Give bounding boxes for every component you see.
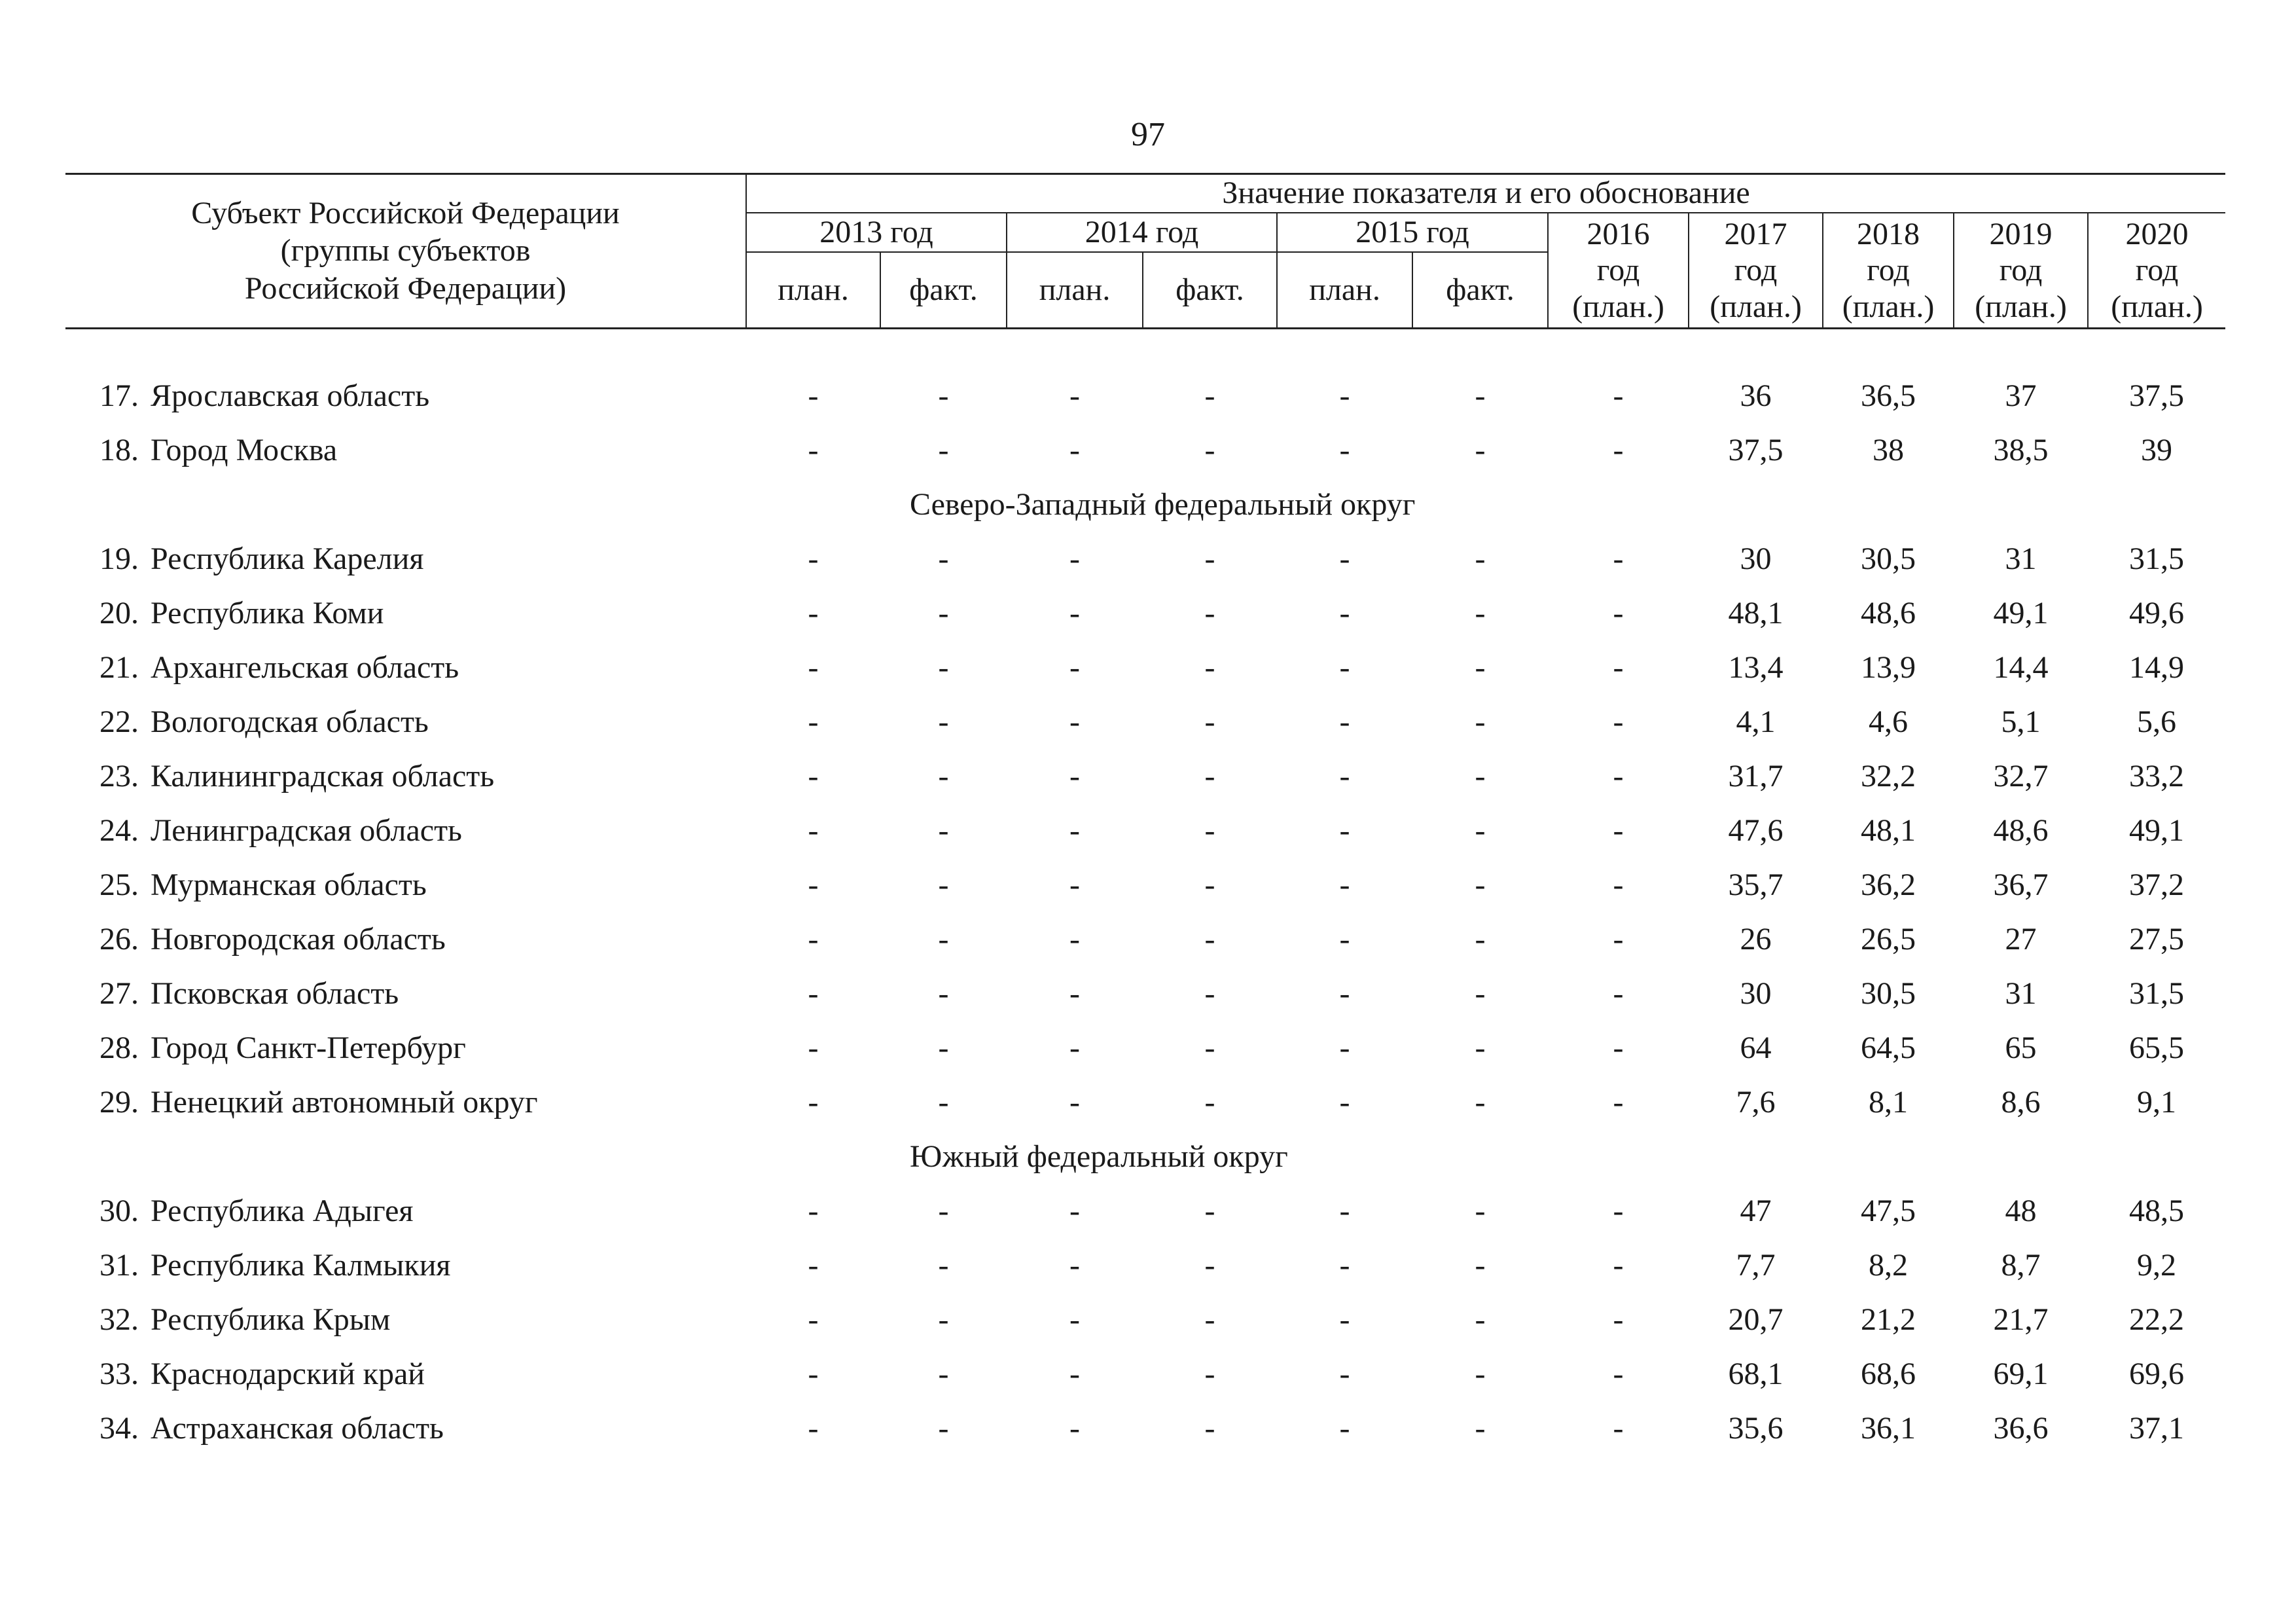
- row-number: 27.: [99, 976, 139, 1011]
- district-name: Северо-Западный федеральный округ: [910, 486, 1416, 522]
- value-cell: -: [808, 704, 819, 739]
- value-cell: -: [1475, 1247, 1486, 1283]
- year-header-2014: 2014 год: [1007, 213, 1277, 252]
- value-cell: -: [938, 1356, 949, 1391]
- subject-header: [65, 174, 746, 329]
- value-cell: -: [808, 1084, 819, 1120]
- value-cell: -: [1339, 649, 1350, 685]
- value-cell: -: [938, 921, 949, 957]
- value-cell: -: [1204, 1356, 1215, 1391]
- value-cell: 27,5: [2129, 921, 2185, 957]
- subject-header-line: Субъект Российской Федерации: [191, 195, 620, 230]
- table-row: [65, 532, 2225, 586]
- value-cell: -: [808, 541, 819, 576]
- value-cell: 4,1: [1736, 704, 1776, 739]
- value-cell: -: [1069, 1030, 1080, 1065]
- value-cell: -: [1475, 1356, 1486, 1391]
- value-cell: -: [808, 1030, 819, 1065]
- value-cell: 13,9: [1861, 649, 1916, 685]
- value-title-header: Значение показателя и его обоснование: [746, 174, 2225, 213]
- value-cell: -: [1339, 1410, 1350, 1446]
- value-cell: -: [1613, 921, 1624, 957]
- table-row: [65, 803, 2225, 858]
- value-cell: -: [1475, 649, 1486, 685]
- value-cell: -: [1339, 921, 1350, 957]
- value-cell: 49,1: [1993, 595, 2049, 630]
- table-row: [65, 640, 2225, 695]
- subject-name: Мурманская область: [151, 867, 427, 902]
- value-cell: 21,2: [1861, 1302, 1916, 1337]
- year-word: год: [1734, 253, 1778, 288]
- value-cell: -: [938, 649, 949, 685]
- table-row: [65, 423, 2225, 477]
- year-plan: (план.): [2111, 289, 2203, 324]
- value-cell: -: [938, 432, 949, 467]
- value-cell: 14,9: [2129, 649, 2185, 685]
- value-cell: -: [1475, 432, 1486, 467]
- value-cell: -: [938, 812, 949, 848]
- value-cell: -: [1613, 812, 1624, 848]
- row-number: 20.: [99, 595, 139, 630]
- value-cell: -: [1069, 1302, 1080, 1337]
- value-cell: -: [1339, 976, 1350, 1011]
- value-cell: -: [1475, 1084, 1486, 1120]
- row-number: 24.: [99, 812, 139, 848]
- table-row: [65, 369, 2225, 423]
- value-cell: -: [1613, 1247, 1624, 1283]
- value-cell: -: [1339, 1302, 1350, 1337]
- value-cell: 8,2: [1869, 1247, 1909, 1283]
- value-cell: -: [1069, 921, 1080, 957]
- value-cell: -: [1339, 378, 1350, 413]
- subject-name: Псковская область: [151, 976, 399, 1011]
- value-cell: 48: [2005, 1193, 2037, 1228]
- value-cell: -: [1339, 1030, 1350, 1065]
- value-cell: 48,5: [2129, 1193, 2185, 1228]
- subject-name: Архангельская область: [151, 649, 459, 685]
- value-cell: 48,1: [1861, 812, 1916, 848]
- value-cell: -: [1613, 378, 1624, 413]
- value-cell: 48,1: [1728, 595, 1784, 630]
- value-cell: -: [1204, 1302, 1215, 1337]
- sub-header-plan: план.: [746, 252, 880, 329]
- value-cell: 9,2: [2137, 1247, 2177, 1283]
- table-row: [65, 586, 2225, 640]
- row-number: 28.: [99, 1030, 139, 1065]
- value-cell: -: [1069, 867, 1080, 902]
- row-number: 19.: [99, 541, 139, 576]
- value-cell: -: [938, 378, 949, 413]
- value-cell: 37,2: [2129, 867, 2185, 902]
- value-cell: 32,7: [1993, 758, 2049, 793]
- value-cell: 20,7: [1728, 1302, 1784, 1337]
- value-cell: -: [1613, 976, 1624, 1011]
- value-cell: -: [1475, 976, 1486, 1011]
- year-header-2020: [2088, 213, 2225, 329]
- value-cell: -: [808, 812, 819, 848]
- value-cell: 36,6: [1993, 1410, 2049, 1446]
- value-cell: 31: [2005, 976, 2037, 1011]
- subject-name: Город Санкт-Петербург: [151, 1030, 466, 1065]
- row-number: 18.: [99, 432, 139, 467]
- value-cell: -: [1069, 432, 1080, 467]
- value-cell: -: [1613, 432, 1624, 467]
- value-cell: 7,7: [1736, 1247, 1776, 1283]
- value-cell: 37,5: [1728, 432, 1784, 467]
- page-number: 97: [1131, 116, 1165, 153]
- value-cell: -: [1069, 812, 1080, 848]
- district-name: Южный федеральный округ: [910, 1139, 1288, 1174]
- value-cell: -: [1204, 704, 1215, 739]
- value-cell: 30,5: [1861, 976, 1916, 1011]
- table-row: [65, 966, 2225, 1021]
- year-number: 2020: [2125, 217, 2189, 252]
- subject-name: Краснодарский край: [151, 1356, 425, 1391]
- year-word: год: [1596, 253, 1640, 288]
- value-cell: -: [808, 378, 819, 413]
- subject-header-line: (группы субъектов: [280, 233, 531, 268]
- value-cell: -: [1339, 1247, 1350, 1283]
- value-cell: -: [938, 1084, 949, 1120]
- value-cell: -: [1339, 595, 1350, 630]
- value-cell: -: [1475, 1302, 1486, 1337]
- value-cell: -: [808, 595, 819, 630]
- value-cell: -: [808, 921, 819, 957]
- sub-header-fact: факт.: [1143, 252, 1277, 329]
- year-header-2017: [1689, 213, 1823, 329]
- value-cell: 14,4: [1993, 649, 2049, 685]
- value-cell: 5,1: [2001, 704, 2041, 739]
- table-row: [65, 1238, 2225, 1292]
- value-cell: -: [1475, 921, 1486, 957]
- year-header-2016: [1548, 213, 1689, 329]
- subject-header-line: Российской Федерации): [244, 270, 567, 306]
- subject-name: Новгородская область: [151, 921, 446, 957]
- year-header-2018: [1823, 213, 1954, 329]
- value-cell: -: [1204, 1247, 1215, 1283]
- value-cell: -: [1613, 541, 1624, 576]
- value-cell: -: [808, 867, 819, 902]
- value-cell: 35,6: [1728, 1410, 1784, 1446]
- row-number: 21.: [99, 649, 139, 685]
- table-row: [65, 858, 2225, 912]
- value-cell: -: [808, 1356, 819, 1391]
- year-number: 2018: [1857, 217, 1920, 252]
- subject-name: Вологодская область: [151, 704, 429, 739]
- table-row: [65, 1184, 2225, 1238]
- value-cell: 31: [2005, 541, 2037, 576]
- value-cell: 37,5: [2129, 378, 2185, 413]
- value-cell: 47: [1740, 1193, 1772, 1228]
- value-cell: -: [938, 1193, 949, 1228]
- row-number: 29.: [99, 1084, 139, 1120]
- subject-name: Город Москва: [151, 432, 338, 467]
- value-cell: 65: [2005, 1030, 2037, 1065]
- subject-name: Республика Адыгея: [151, 1193, 414, 1228]
- year-word: год: [1867, 253, 1910, 288]
- value-cell: -: [1339, 867, 1350, 902]
- value-cell: -: [1204, 921, 1215, 957]
- row-number: 34.: [99, 1410, 139, 1446]
- value-cell: -: [1475, 758, 1486, 793]
- value-cell: -: [808, 1193, 819, 1228]
- value-cell: 48,6: [1861, 595, 1916, 630]
- value-cell: -: [1204, 595, 1215, 630]
- value-cell: -: [1204, 976, 1215, 1011]
- row-number: 26.: [99, 921, 139, 957]
- value-cell: -: [938, 1247, 949, 1283]
- year-number: 2017: [1724, 217, 1787, 252]
- value-cell: -: [1613, 595, 1624, 630]
- value-cell: -: [1613, 1193, 1624, 1228]
- indicator-table: [65, 174, 2225, 1455]
- value-cell: 31,5: [2129, 541, 2185, 576]
- value-cell: -: [1069, 1084, 1080, 1120]
- table-row: [65, 1347, 2225, 1401]
- value-cell: -: [938, 976, 949, 1011]
- value-cell: 64: [1740, 1030, 1772, 1065]
- value-cell: -: [938, 595, 949, 630]
- value-cell: -: [1613, 649, 1624, 685]
- value-cell: -: [1339, 1193, 1350, 1228]
- value-cell: 4,6: [1869, 704, 1909, 739]
- value-cell: -: [1339, 704, 1350, 739]
- value-cell: -: [938, 541, 949, 576]
- table-row: [65, 1021, 2225, 1075]
- value-cell: -: [1204, 812, 1215, 848]
- row-number: 23.: [99, 758, 139, 793]
- value-cell: -: [1069, 1247, 1080, 1283]
- value-cell: 69,6: [2129, 1356, 2185, 1391]
- value-cell: -: [1069, 541, 1080, 576]
- value-cell: -: [1475, 704, 1486, 739]
- year-plan: (план.): [1842, 289, 1935, 324]
- value-cell: -: [938, 1410, 949, 1446]
- value-cell: 27: [2005, 921, 2037, 957]
- value-cell: -: [808, 976, 819, 1011]
- value-cell: -: [1204, 432, 1215, 467]
- year-number: 2019: [1989, 217, 2053, 252]
- value-cell: 49,1: [2129, 812, 2185, 848]
- value-cell: -: [1069, 704, 1080, 739]
- subject-name: Астраханская область: [151, 1410, 444, 1446]
- value-cell: -: [1204, 1410, 1215, 1446]
- value-cell: -: [1475, 378, 1486, 413]
- value-cell: -: [1204, 541, 1215, 576]
- value-cell: 36,7: [1993, 867, 2049, 902]
- value-cell: -: [938, 867, 949, 902]
- value-cell: -: [1204, 1193, 1215, 1228]
- value-cell: -: [1069, 758, 1080, 793]
- table-header: [65, 174, 2225, 329]
- value-cell: 69,1: [1993, 1356, 2049, 1391]
- value-cell: -: [1204, 378, 1215, 413]
- value-cell: 31,7: [1728, 758, 1784, 793]
- value-cell: -: [808, 1410, 819, 1446]
- value-cell: 64,5: [1861, 1030, 1916, 1065]
- value-cell: -: [808, 1247, 819, 1283]
- value-cell: 26,5: [1861, 921, 1916, 957]
- value-cell: -: [1475, 812, 1486, 848]
- subject-name: Республика Коми: [151, 595, 384, 630]
- sub-header-plan: план.: [1007, 252, 1143, 329]
- year-plan: (план.): [1572, 289, 1664, 324]
- table-body: [65, 329, 2225, 1456]
- value-cell: -: [938, 1302, 949, 1337]
- value-cell: 49,6: [2129, 595, 2185, 630]
- value-cell: -: [1339, 1084, 1350, 1120]
- value-cell: -: [1069, 595, 1080, 630]
- value-cell: -: [1204, 867, 1215, 902]
- value-cell: 30,5: [1861, 541, 1916, 576]
- value-cell: 65,5: [2129, 1030, 2185, 1065]
- value-cell: -: [1475, 1030, 1486, 1065]
- row-number: 17.: [99, 378, 139, 413]
- value-cell: -: [1069, 1356, 1080, 1391]
- value-cell: -: [1613, 1302, 1624, 1337]
- value-cell: -: [1069, 378, 1080, 413]
- subject-name: Ленинградская область: [151, 812, 462, 848]
- district-row: [65, 1129, 2225, 1184]
- value-cell: -: [1069, 1410, 1080, 1446]
- value-cell: -: [808, 758, 819, 793]
- value-cell: -: [1613, 1410, 1624, 1446]
- value-cell: 8,7: [2001, 1247, 2041, 1283]
- table-row: [65, 1075, 2225, 1129]
- year-word: год: [2135, 253, 2179, 288]
- value-cell: -: [1613, 1356, 1624, 1391]
- value-cell: 68,6: [1861, 1356, 1916, 1391]
- value-cell: 36,2: [1861, 867, 1916, 902]
- value-cell: 30: [1740, 976, 1772, 1011]
- value-cell: 7,6: [1736, 1084, 1776, 1120]
- value-cell: 21,7: [1993, 1302, 2049, 1337]
- value-cell: 38,5: [1993, 432, 2049, 467]
- sub-header-fact: факт.: [880, 252, 1007, 329]
- value-cell: -: [1204, 758, 1215, 793]
- value-cell: -: [1339, 1356, 1350, 1391]
- year-header-2013: 2013 год: [746, 213, 1007, 252]
- year-word: год: [1999, 253, 2043, 288]
- value-cell: -: [1339, 758, 1350, 793]
- value-cell: 48,6: [1993, 812, 2049, 848]
- row-number: 32.: [99, 1302, 139, 1337]
- value-cell: -: [1204, 1084, 1215, 1120]
- year-header-2019: [1954, 213, 2088, 329]
- value-cell: 47,5: [1861, 1193, 1916, 1228]
- table-row: [65, 749, 2225, 803]
- value-cell: -: [1339, 541, 1350, 576]
- value-cell: 39: [2141, 432, 2173, 467]
- value-cell: -: [938, 1030, 949, 1065]
- value-cell: -: [1613, 758, 1624, 793]
- value-cell: -: [1475, 541, 1486, 576]
- row-number: 25.: [99, 867, 139, 902]
- value-cell: -: [1475, 595, 1486, 630]
- year-header-2015: 2015 год: [1277, 213, 1548, 252]
- value-cell: -: [1475, 1193, 1486, 1228]
- value-cell: 22,2: [2129, 1302, 2185, 1337]
- value-cell: -: [1475, 1410, 1486, 1446]
- value-cell: -: [808, 649, 819, 685]
- value-cell: 35,7: [1728, 867, 1784, 902]
- value-cell: -: [1069, 1193, 1080, 1228]
- subject-name: Республика Карелия: [151, 541, 424, 576]
- table-row: [65, 1401, 2225, 1455]
- value-cell: 8,6: [2001, 1084, 2041, 1120]
- value-cell: 36,5: [1861, 378, 1916, 413]
- value-cell: 38: [1873, 432, 1905, 467]
- table-row: [65, 912, 2225, 966]
- row-number: 31.: [99, 1247, 139, 1283]
- row-number: 22.: [99, 704, 139, 739]
- subject-name: Ярославская область: [151, 378, 430, 413]
- value-cell: 36: [1740, 378, 1772, 413]
- value-cell: -: [938, 758, 949, 793]
- value-cell: -: [1069, 649, 1080, 685]
- value-cell: -: [1204, 1030, 1215, 1065]
- year-plan: (план.): [1975, 289, 2067, 324]
- value-cell: 33,2: [2129, 758, 2185, 793]
- value-cell: 37: [2005, 378, 2037, 413]
- value-cell: -: [808, 1302, 819, 1337]
- table-row: [65, 695, 2225, 749]
- sub-header-plan: план.: [1277, 252, 1412, 329]
- sub-header-fact: факт.: [1412, 252, 1548, 329]
- value-cell: -: [1613, 704, 1624, 739]
- value-cell: -: [1339, 812, 1350, 848]
- value-cell: 30: [1740, 541, 1772, 576]
- value-cell: -: [1613, 1084, 1624, 1120]
- row-number: 33.: [99, 1356, 139, 1391]
- value-cell: 37,1: [2129, 1410, 2185, 1446]
- year-number: 2016: [1587, 217, 1650, 252]
- year-plan: (план.): [1710, 289, 1802, 324]
- value-cell: 9,1: [2137, 1084, 2177, 1120]
- value-cell: 5,6: [2137, 704, 2177, 739]
- row-number: 30.: [99, 1193, 139, 1228]
- value-cell: -: [1475, 867, 1486, 902]
- value-cell: 68,1: [1728, 1356, 1784, 1391]
- value-cell: 8,1: [1869, 1084, 1909, 1120]
- value-cell: -: [1069, 976, 1080, 1011]
- value-cell: 36,1: [1861, 1410, 1916, 1446]
- header-spacer: [65, 329, 2225, 369]
- district-row: [65, 477, 2225, 532]
- subject-name: Калининградская область: [151, 758, 495, 793]
- value-cell: 13,4: [1728, 649, 1784, 685]
- subject-name: Республика Крым: [151, 1302, 391, 1337]
- subject-name: Ненецкий автономный округ: [151, 1084, 538, 1120]
- value-cell: -: [1613, 867, 1624, 902]
- value-cell: 47,6: [1728, 812, 1784, 848]
- subject-name: Республика Калмыкия: [151, 1247, 451, 1283]
- value-cell: -: [808, 432, 819, 467]
- value-cell: -: [1613, 1030, 1624, 1065]
- table-row: [65, 1292, 2225, 1347]
- value-cell: 26: [1740, 921, 1772, 957]
- value-cell: -: [938, 704, 949, 739]
- value-cell: -: [1339, 432, 1350, 467]
- value-cell: -: [1204, 649, 1215, 685]
- value-cell: 32,2: [1861, 758, 1916, 793]
- value-cell: 31,5: [2129, 976, 2185, 1011]
